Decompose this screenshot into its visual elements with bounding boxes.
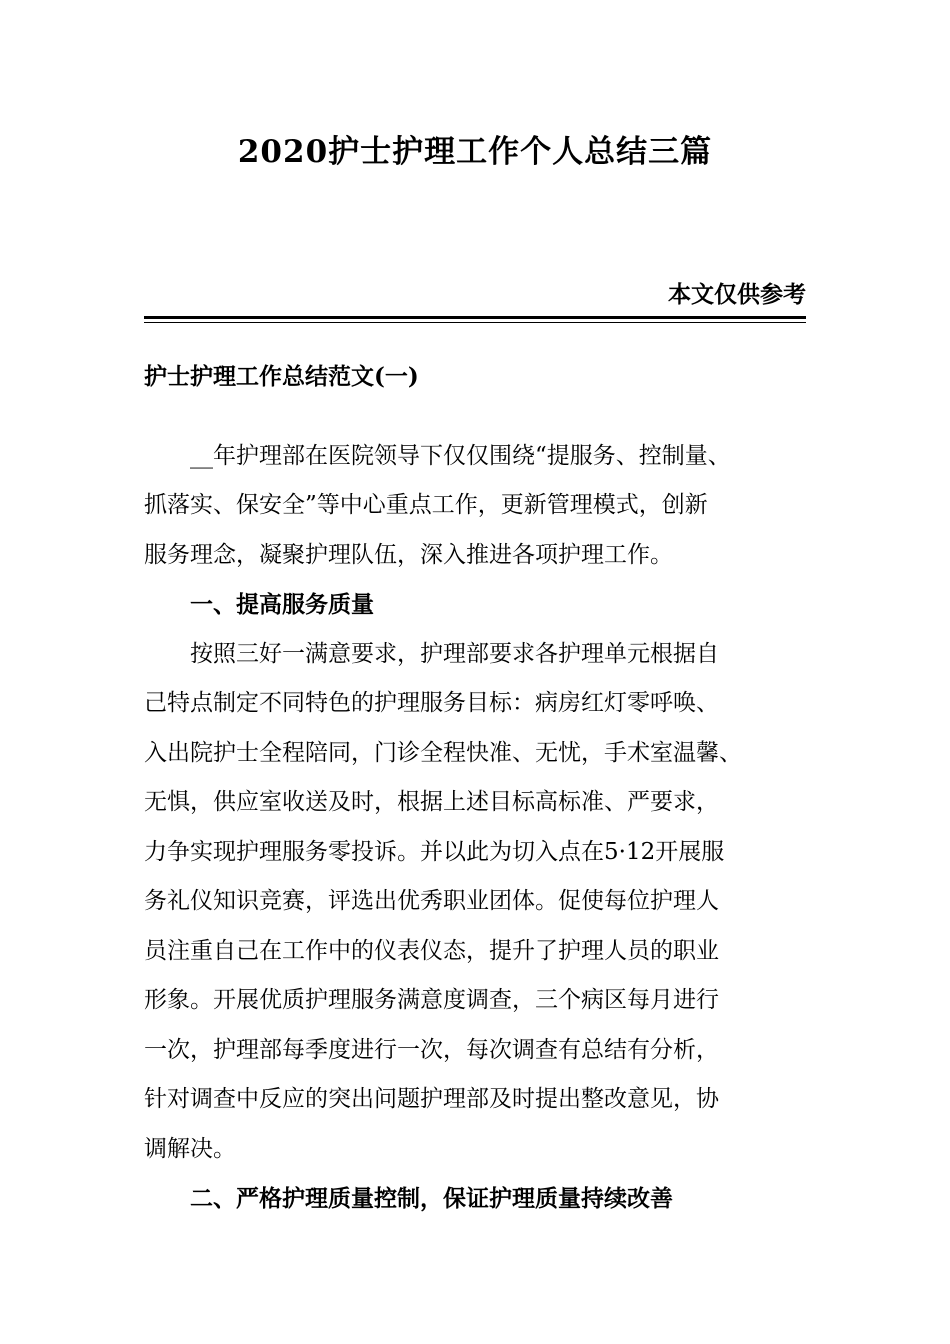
heading-one: 一、提高服务质量 <box>190 591 374 618</box>
document-body <box>144 352 806 1224</box>
paragraph-line: 形象。开展优质护理服务满意度调查，三个病区每月进行 <box>144 987 719 1013</box>
paragraph-line: 入出院护士全程陪同，门诊全程快准、无忧，手术室温馨、 <box>144 739 742 766</box>
paragraph-one <box>144 630 806 1175</box>
paragraph-line: 针对调查中反应的突出问题护理部及时提出整改意见，协 <box>144 1086 719 1112</box>
heading-two: 二、严格护理质量控制，保证护理质量持续改善 <box>190 1185 673 1212</box>
paragraph-line: 按照三好一满意要求，护理部要求各护理单元根据自 <box>190 640 719 667</box>
intro-line: 抓落实、保安全”等中心重点工作，更新管理模式，创新 <box>144 492 708 518</box>
paragraph-line: 员注重自己在工作中的仪表仪态，提升了护理人员的职业 <box>144 937 719 964</box>
paragraph-line: 一次，护理部每季度进行一次，每次调查有总结有分析， <box>144 1036 719 1063</box>
section-title: 护士护理工作总结范文(一) <box>144 363 419 390</box>
intro-paragraph <box>144 432 806 581</box>
reference-note: 本文仅供参考 <box>668 281 806 308</box>
paragraph-line: 己特点制定不同特色的护理服务目标：病房红灯零呼唤、 <box>144 690 719 716</box>
intro-line: 服务理念，凝聚护理队伍，深入推进各项护理工作。 <box>144 541 673 568</box>
header-rule-thin <box>144 322 806 323</box>
paragraph-line: 力争实现护理服务零投诉。并以此为切入点在5·12开展服 <box>144 838 725 865</box>
intro-line: __年护理部在医院领导下仅仅围绕“提服务、控制量、 <box>190 442 731 469</box>
paragraph-line: 无惧，供应室收送及时，根据上述目标高标准、严要求， <box>144 789 719 815</box>
paragraph-line: 务礼仪知识竞赛，评选出优秀职业团体。促使每位护理人 <box>144 888 719 914</box>
document-title: 2020护士护理工作个人总结三篇 <box>237 134 713 170</box>
paragraph-line: 调解决。 <box>144 1135 236 1162</box>
header-rule-thick <box>144 316 806 319</box>
